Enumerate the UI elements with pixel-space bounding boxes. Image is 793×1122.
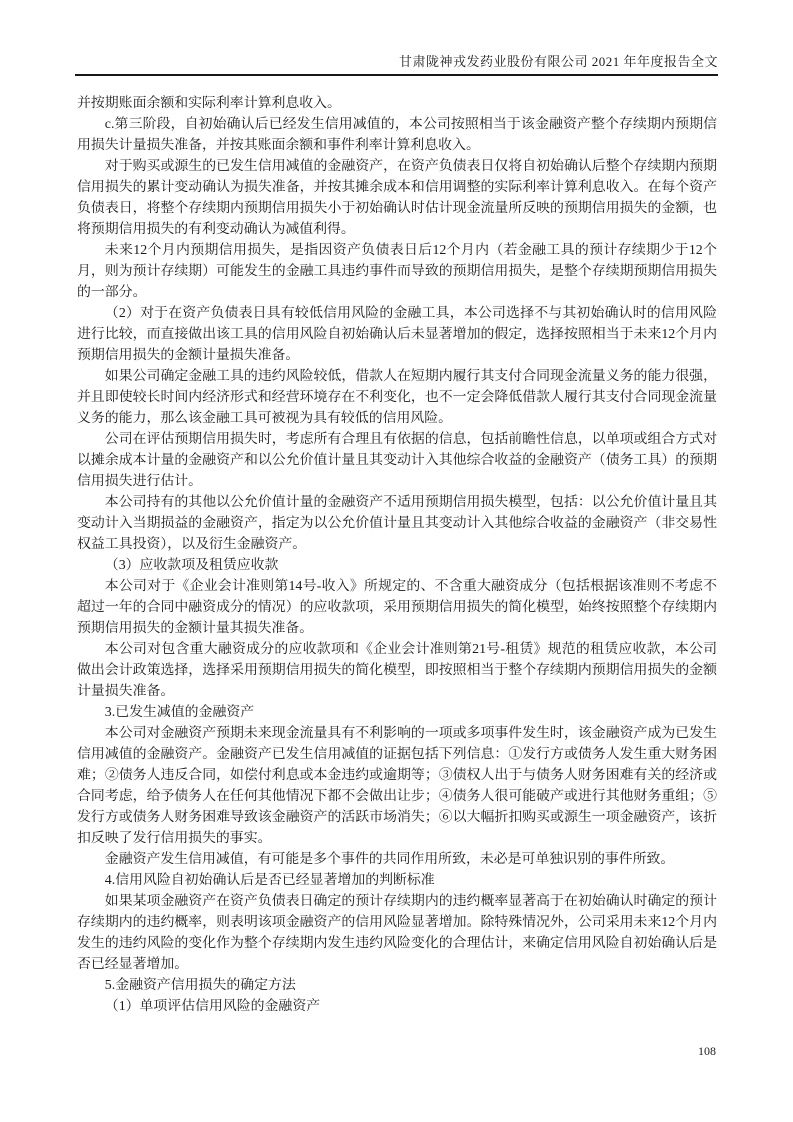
para-ecl-assessment: 公司在评估预期信用损失时，考虑所有合理且有依据的信息，包括前瞻性信息，以单项或组合方式对以摊余成本计量的金融资产和以公允价值计量且其变动计入其他综合收益的金融资产（债务工具）的预期信用损失进行估计。 [77,432,717,489]
para-default-probability: 如果某项金融资产在资产负债表日确定的预计存续期内的违约概率显著高于在初始确认时确定的预计存续期内的违约概率，则表明该项金融资产的信用风险显著增加。除特殊情况外，公司采用未来12个月内发生的违约风险的变化作为整个存续期内发生违约风险变化的合理估计，来确定信用风险自初始确认后是否已经显著增加。 [77,894,717,972]
para-purchased-credit-impaired: 对于购买或源生的已发生信用减值的金融资产，在资产负债表日仅将自初始确认后整个存续期内预期信用损失的累计变动确认为损失准备，并按其摊余成本和信用调整的实际利率计算利息收入。在每个资产负债表日，将整个存续期内预期信用损失小于初始确认时估计现金流量所反映的预期信用损失的金额，也将预期信用损失的有利变动确认为减值利得。 [77,159,717,237]
document-body [77,93,717,1017]
page-header [75,54,718,76]
para-low-credit-risk-option: （2）对于在资产负债表日具有较低信用风险的金融工具，本公司选择不与其初始确认时的信用风险进行比较，而直接做出该工具的信用风险自初始确认后未显著增加的假定，选择按照相当于未来12个月内预期信用损失的金额计量损失准备。 [77,306,717,363]
para-low-default-risk: 如果公司确定金融工具的违约风险较低，借款人在短期内履行其支付合同现金流量义务的能力很强，并且即使较长时间内经济形式和经营环境存在不利变化，也不一定会降低借款人履行其支付合同现金流量义务的能力，那么该金融工具可被视为具有较低的信用风险。 [77,369,717,426]
para-multiple-events: 金融资产发生信用减值，有可能是多个事件的共同作用所致，未必是可单独识别的事件所致。 [104,852,675,867]
page-number: 108 [698,1044,716,1058]
heading-credit-risk-increase: 4.信用风险自初始确认后是否已经显著增加的判断标准 [104,873,435,888]
heading-credit-loss-method: 5.金融资产信用损失的确定方法 [104,978,296,993]
para-fvtpl-exclusions: 本公司持有的其他以公允价值计量的金融资产不适用预期信用损失模型，包括：以公允价值计量且其变动计入当期损益的金融资产，指定为以公允价值计量且其变动计入其他综合收益的金融资产（非交易性权益工具投资），以及衍生金融资产。 [77,495,717,552]
heading-receivables-lease: （3）应收款项及租赁应收款 [104,558,279,573]
para-continuation: 并按期账面余额和实际利率计算利息收入。 [77,96,341,111]
para-receivables-simplified-model: 本公司对于《企业会计准则第14号-收入》所规定的、不含重大融资成分（包括根据该准则不考虑不超过一年的合同中融资成分的情况）的应收款项，采用预期信用损失的简化模型，始终按照整个存续期内预期信用损失的金额计量其损失准备。 [77,579,717,636]
heading-impaired-financial-assets: 3.已发生减值的金融资产 [104,705,255,720]
para-significant-financing: 本公司对包含重大融资成分的应收款项和《企业会计准则第21号-租赁》规范的租赁应收款，本公司做出会计政策选择，选择采用预期信用损失的简化模型，即按照相当于整个存续期内预期信用损失的金额计量损失准备。 [77,642,717,699]
report-title: 甘肃陇神戎发药业股份有限公司 2021 年年度报告全文 [398,54,718,69]
heading-individual-assessment: （1）单项评估信用风险的金融资产 [104,999,321,1014]
para-credit-impairment-evidence: 本公司对金融资产预期未来现金流量具有不利影响的一项或多项事件发生时，该金融资产成为已发生信用减值的金融资产。金融资产已发生信用减值的证据包括下列信息：①发行方或债务人发生重大财务困难；②债务人违反合同，如偿付利息或本金违约或逾期等；③债权人出于与债务人财务困难有关的经济或合同考虑，给予债务人在任何其他情况下都不会做出让步；④债务人很可能破产或进行其他财务重组；⑤发行方或债务人财务困难导致该金融资产的活跃市场消失；⑥以大幅折扣购买或源生一项金融资产，该折扣反映了发行信用损失的事实。 [77,726,717,846]
para-12month-ecl-definition: 未来12个月内预期信用损失，是指因资产负债表日后12个月内（若金融工具的预计存续期少于12个月，则为预计存续期）可能发生的金融工具违约事件而导致的预期信用损失，是整个存续期预期信用损失的一部分。 [77,243,717,300]
para-stage-three: c.第三阶段，自初始确认后已经发生信用减值的，本公司按照相当于该金融资产整个存续期内预期信用损失计量损失准备，并按其账面余额和事件利率计算利息收入。 [77,117,717,153]
